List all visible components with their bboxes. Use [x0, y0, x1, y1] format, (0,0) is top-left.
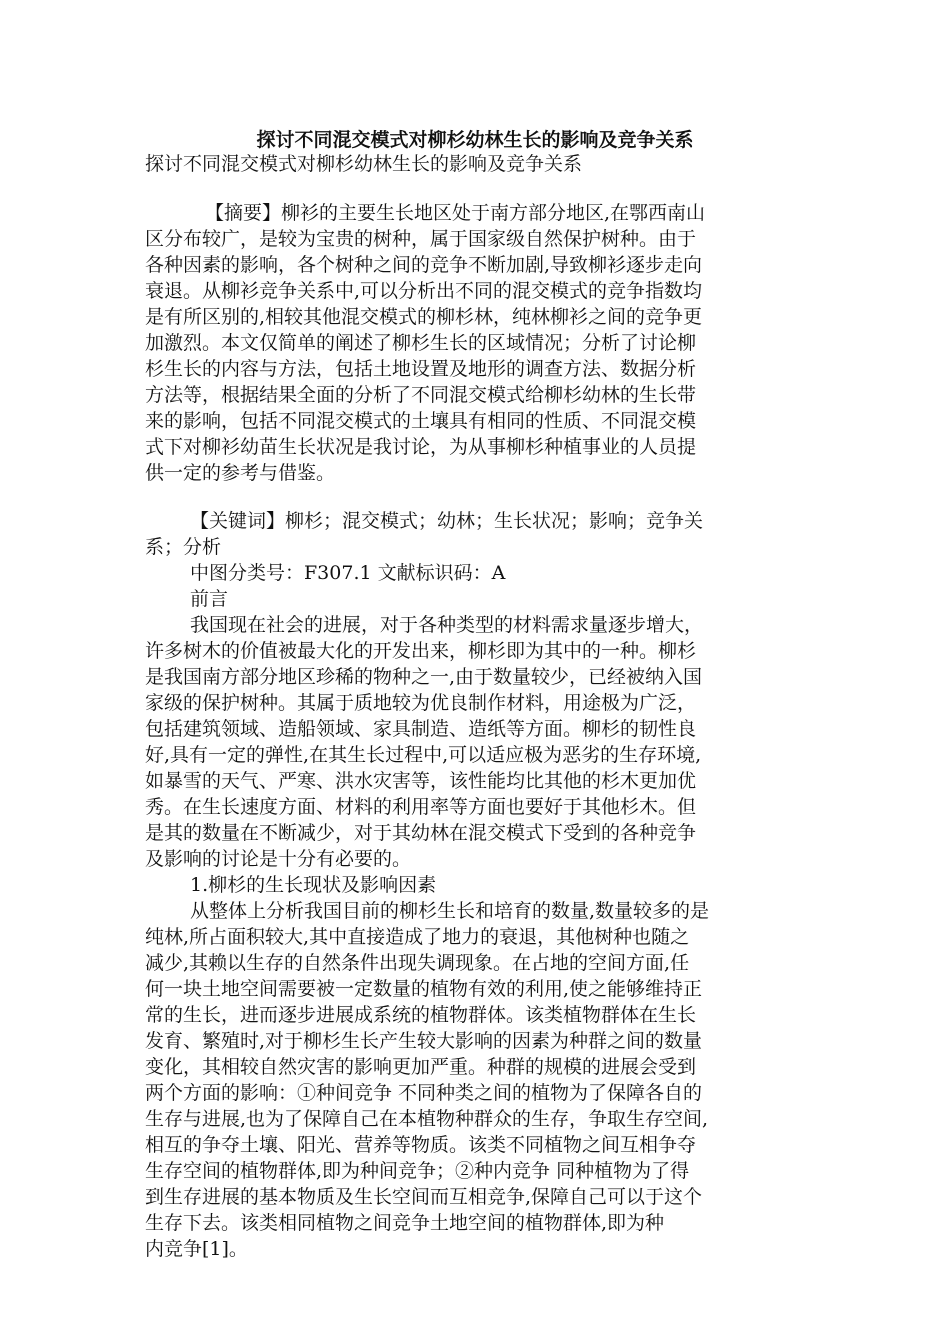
abstract-line: 是有所区别的,相较其他混交模式的柳杉林，纯林柳衫之间的竞争更 [145, 306, 703, 328]
abstract-line: 式下对柳衫幼苗生长状况是我讨论，为从事柳杉种植事业的人员提 [145, 436, 697, 458]
body-line: 许多树木的价值被最大化的开发出来，柳杉即为其中的一种。柳杉 [145, 640, 697, 662]
body-line: 我国现在社会的进展，对于各种类型的材料需求量逐步增大， [190, 614, 704, 636]
body-line: 相互的争夺土壤、阳光、营养等物质。该类不同植物之间互相争夺 [145, 1134, 697, 1156]
body-line: 生存与进展,也为了保障自己在本植物种群众的生存，争取生存空间, [145, 1108, 709, 1130]
body-line: 何一块土地空间需要被一定数量的植物有效的利用,使之能够维持正 [145, 978, 703, 1000]
abstract-line: 衰退。从柳衫竞争关系中,可以分析出不同的混交模式的竞争指数均 [145, 280, 703, 302]
body-line: 纯林,所占面积较大,其中直接造成了地力的衰退，其他树种也随之 [145, 926, 690, 948]
body-line: 是其的数量在不断减少，对于其幼林在混交模式下受到的各种竞争 [145, 822, 697, 844]
abstract-line: 【摘要】柳衫的主要生长地区处于南方部分地区,在鄂西南山 [205, 202, 706, 224]
abstract-line: 来的影响，包括不同混交模式的土壤具有相同的性质、不同混交模 [145, 410, 697, 432]
abstract-line: 区分布较广，是较为宝贵的树种，属于国家级自然保护树种。由于 [145, 228, 697, 250]
keywords-line: 系；分析 [145, 536, 222, 558]
body-line: 生存下去。该类相同植物之间竞争土地空间的植物群体,即为种 [145, 1212, 665, 1234]
keywords-line: 【关键词】柳杉；混交模式；幼林；生长状况；影响；竞争关 [190, 510, 704, 532]
body-line: 内竞争[1]。 [145, 1238, 248, 1260]
section-heading-preface: 前言 [190, 588, 229, 610]
body-line: 发育、繁殖时,对于柳杉生长产生较大影响的因素为种群之间的数量 [145, 1030, 703, 1052]
abstract-line: 方法等，根据结果全面的分析了不同混交模式给柳杉幼林的生长带 [145, 384, 697, 406]
abstract-line: 加激烈。本文仅简单的阐述了柳杉生长的区域情况；分析了讨论柳 [145, 332, 697, 354]
body-line: 家级的保护树种。其属于质地较为优良制作材料，用途极为广泛， [145, 692, 697, 714]
body-line: 如暴雪的天气、严寒、洪水灾害等，该性能均比其他的杉木更加优 [145, 770, 697, 792]
body-line: 两个方面的影响：①种间竞争 不同种类之间的植物为了保障各自的 [145, 1082, 703, 1104]
document-title: 探讨不同混交模式对柳杉幼林生长的影响及竞争关系 [256, 129, 694, 151]
body-line: 包括建筑领域、造船领域、家具制造、造纸等方面。柳杉的韧性良 [145, 718, 697, 740]
document-subtitle: 探讨不同混交模式对柳杉幼林生长的影响及竞争关系 [145, 153, 583, 175]
classification-line: 中图分类号：F307.1 文献标识码：A [190, 562, 506, 584]
abstract-line: 杉生长的内容与方法，包括土地设置及地形的调查方法、数据分析 [145, 358, 697, 380]
abstract-line: 各种因素的影响，各个树种之间的竞争不断加剧,导致柳衫逐步走向 [145, 254, 703, 276]
body-line: 到生存进展的基本物质及生长空间而互相竞争,保障自己可以于这个 [145, 1186, 703, 1208]
body-line: 生存空间的植物群体,即为种间竞争；②种内竞争 同种植物为了得 [145, 1160, 690, 1182]
body-line: 从整体上分析我国目前的柳杉生长和培育的数量,数量较多的是 [190, 900, 710, 922]
body-line: 秀。在生长速度方面、材料的利用率等方面也要好于其他杉木。但 [145, 796, 697, 818]
body-line: 减少,其赖以生存的自然条件出现失调现象。在占地的空间方面,任 [145, 952, 690, 974]
body-line: 及影响的讨论是十分有必要的。 [145, 848, 412, 870]
body-line: 常的生长，进而逐步进展成系统的植物群体。该类植物群体在生长 [145, 1004, 697, 1026]
body-line: 变化，其相较自然灾害的影响更加严重。种群的规模的进展会受到 [145, 1056, 697, 1078]
section-heading-1: 1.柳杉的生长现状及影响因素 [190, 874, 437, 896]
body-line: 是我国南方部分地区珍稀的物种之一,由于数量较少，已经被纳入国 [145, 666, 703, 688]
abstract-line: 供一定的参考与借鉴。 [145, 462, 336, 484]
body-line: 好,具有一定的弹性,在其生长过程中,可以适应极为恶劣的生存环境, [145, 744, 702, 766]
